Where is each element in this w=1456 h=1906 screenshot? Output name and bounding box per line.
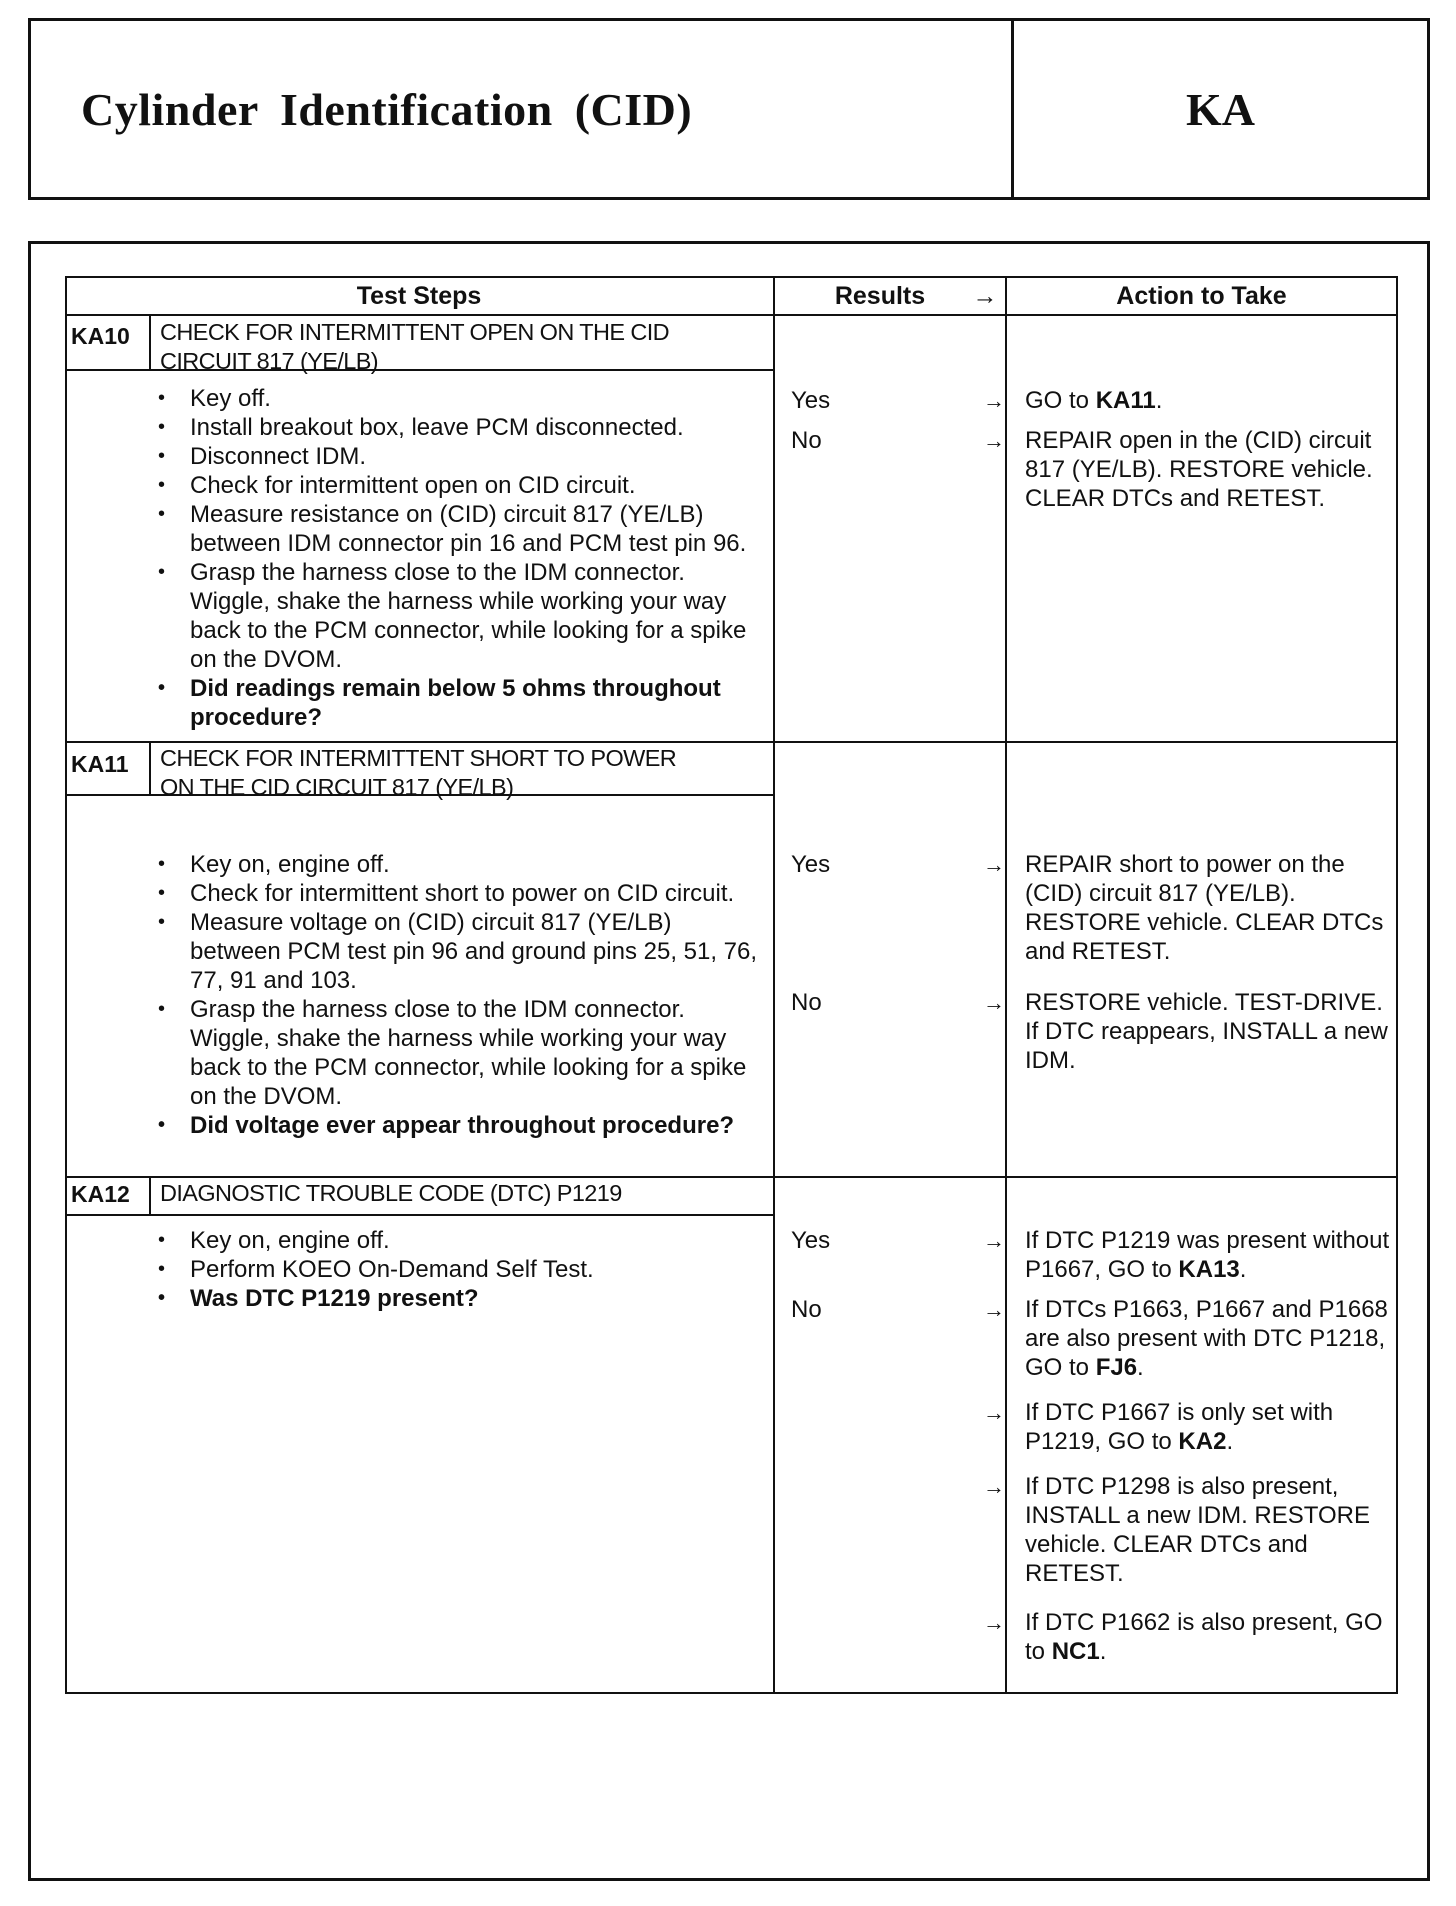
step-title-ka12 — [160, 1179, 760, 1208]
action-text — [1025, 386, 1397, 415]
step-title-ka11 — [160, 744, 760, 802]
list-item: • Grasp the harness close to the IDM connector. Wiggle, shake the harness while working your way back to the PCM connector, while looking for a spike on the DVOM. — [145, 558, 765, 674]
arrow-icon: → — [983, 990, 1005, 1015]
action-text — [1025, 1295, 1397, 1382]
result-label: No — [791, 1296, 822, 1323]
arrow-icon: → — [983, 1297, 1005, 1322]
action-text-part: If DTC P1662 is also present, GO to — [1025, 1609, 1383, 1665]
arrow-icon: → — [983, 1400, 1005, 1425]
step-items-ka12 — [145, 1226, 765, 1313]
action-text: RESTORE vehicle. TEST-DRIVE. If DTC reappears, INSTALL a new IDM. — [1025, 989, 1388, 1074]
action-text-part: If DTCs P1663, P1667 and P1668 are also present with DTC P1218, GO to — [1025, 1296, 1388, 1381]
result-label: No — [791, 989, 822, 1016]
list-item: • Install breakout box, leave PCM disconnected. — [145, 413, 765, 442]
list-item: • Key on, engine off. — [145, 850, 765, 879]
list-item: • Key on, engine off. — [145, 1226, 765, 1255]
arrow-icon: → — [983, 388, 1005, 413]
id-rule-ka10 — [149, 314, 151, 369]
table-border-left — [65, 276, 67, 1694]
section-code: KA — [1186, 84, 1255, 135]
step-title-line: CIRCUIT 817 (YE/LB) — [160, 348, 379, 374]
id-rule-ka11 — [149, 741, 151, 794]
step-reference-link[interactable]: KA11 — [1095, 387, 1156, 414]
arrow-icon: → — [983, 1610, 1005, 1635]
list-item: • Key off. — [145, 384, 765, 413]
action-text-part: . — [1099, 1638, 1107, 1665]
action-text-part: If DTC P1219 was present without P1667, GO to — [1025, 1227, 1390, 1283]
step-title-line: CHECK FOR INTERMITTENT SHORT TO POWER — [160, 745, 677, 771]
list-item: • Disconnect IDM. — [145, 442, 765, 471]
list-item: • Measure resistance on (CID) circuit 817 (YE/LB) between IDM connector pin 16 and PCM test pin 96. — [145, 500, 765, 558]
step-title-ka10 — [160, 318, 760, 376]
test-steps-table — [65, 276, 1398, 1694]
result-label: Yes — [791, 387, 831, 414]
column-rule-action — [1005, 276, 1007, 1694]
step-items-ka11 — [145, 850, 765, 1140]
action-text: If DTC P1298 is also present, INSTALL a new IDM. RESTORE vehicle. CLEAR DTCs and RETEST. — [1025, 1473, 1370, 1587]
step-items-ka10 — [145, 384, 765, 732]
list-item: • Was DTC P1219 present? — [145, 1284, 765, 1313]
action-text-part: . — [1137, 1354, 1144, 1381]
step-title-line: DIAGNOSTIC TROUBLE CODE (DTC) P1219 — [160, 1180, 622, 1206]
step-reference-link[interactable]: KA2 — [1178, 1428, 1227, 1455]
title-rule-ka12 — [65, 1214, 773, 1216]
action-text-part: . — [1155, 387, 1163, 414]
list-item: • Did readings remain below 5 ohms throughout procedure? — [145, 674, 765, 732]
column-rule-results — [773, 276, 775, 1694]
row-rule-ka11 — [65, 741, 1398, 743]
step-title-line: CHECK FOR INTERMITTENT OPEN ON THE CID — [160, 319, 670, 345]
table-border-bottom — [65, 1692, 1398, 1694]
action-text: REPAIR open in the (CID) circuit 817 (YE/LB). RESTORE vehicle. CLEAR DTCs and RETEST. — [1025, 427, 1373, 512]
list-item: • Measure voltage on (CID) circuit 817 (YE/LB) between PCM test pin 96 and ground pins 25, 51, 76, 77, 91 and 103. — [145, 908, 765, 995]
list-item: • Did voltage ever appear throughout procedure? — [145, 1111, 765, 1140]
arrow-icon: → — [983, 1474, 1005, 1499]
action-text-part: If DTC P1667 is only set with P1219, GO to — [1025, 1399, 1334, 1455]
action-text — [1025, 1608, 1397, 1666]
row-rule-ka12 — [65, 1176, 1398, 1178]
header-test-steps: Test Steps — [356, 282, 482, 310]
table-border-top — [65, 276, 1398, 278]
list-item: • Grasp the harness close to the IDM connector. Wiggle, shake the harness while working your way back to the PCM connector, while looking for a spike on the DVOM. — [145, 995, 765, 1111]
list-item: • Check for intermittent short to power on CID circuit. — [145, 879, 765, 908]
step-id-ka11: KA11 — [71, 751, 129, 777]
header-results: Results — [834, 282, 926, 310]
arrow-icon: → — [983, 428, 1005, 453]
action-text-part: GO to — [1025, 387, 1096, 414]
list-item: • Check for intermittent open on CID circuit. — [145, 471, 765, 500]
step-reference-link[interactable]: FJ6 — [1095, 1354, 1138, 1381]
header-action: Action to Take — [1116, 282, 1287, 310]
content-frame — [28, 241, 1430, 1881]
step-reference-link[interactable]: NC1 — [1051, 1638, 1100, 1665]
step-id-ka10: KA10 — [71, 323, 130, 349]
action-text-part: . — [1239, 1256, 1247, 1283]
action-text — [1025, 1226, 1397, 1284]
arrow-icon: → — [983, 1228, 1005, 1253]
page-header — [28, 18, 1430, 200]
page-title: Cylinder Identification (CID) — [81, 84, 693, 135]
id-rule-ka12 — [149, 1176, 151, 1214]
result-label: No — [791, 427, 822, 454]
table-header-rule — [65, 314, 1398, 316]
result-label: Yes — [791, 851, 831, 878]
arrow-icon: → — [983, 852, 1005, 877]
list-item: • Perform KOEO On-Demand Self Test. — [145, 1255, 765, 1284]
action-text-part: . — [1226, 1428, 1234, 1455]
header-arrow: → — [972, 282, 998, 310]
step-id-ka12: KA12 — [71, 1181, 130, 1207]
step-reference-link[interactable]: KA13 — [1178, 1256, 1240, 1283]
action-text: REPAIR short to power on the (CID) circuit 817 (YE/LB). RESTORE vehicle. CLEAR DTCs and RETEST. — [1025, 851, 1384, 965]
action-text — [1025, 1398, 1397, 1456]
result-label: Yes — [791, 1227, 831, 1254]
step-title-line: ON THE CID CIRCUIT 817 (YE/LB) — [160, 774, 514, 800]
